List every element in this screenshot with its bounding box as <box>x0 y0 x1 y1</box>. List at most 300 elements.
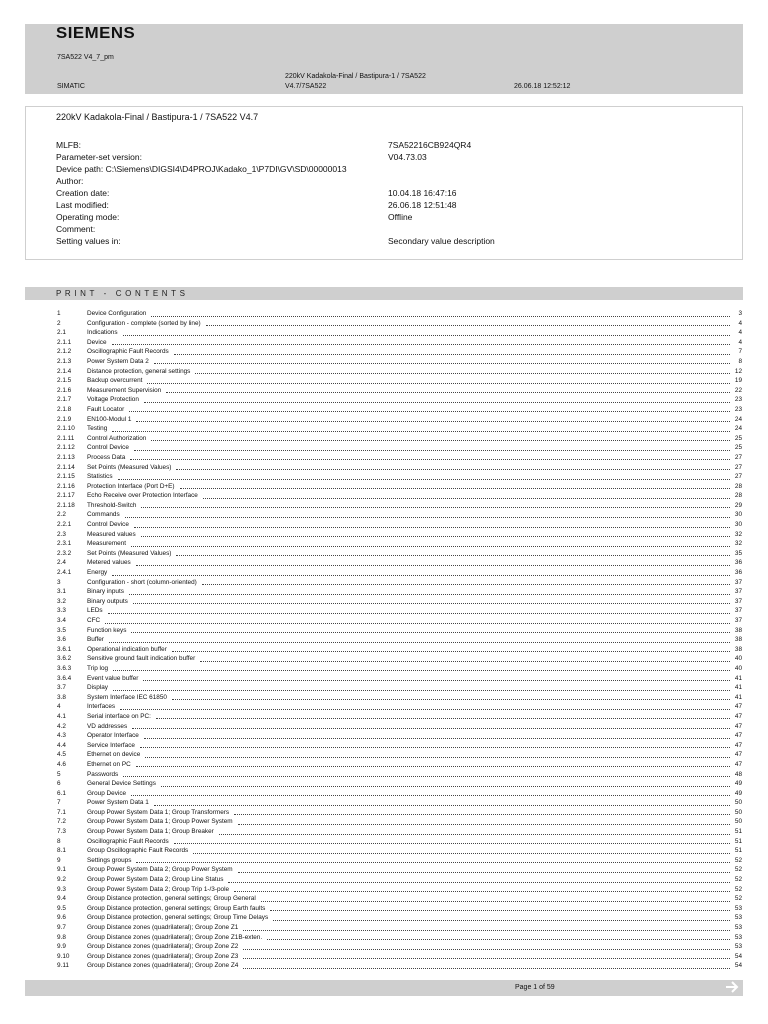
toc-title: System Interface IEC 61850 <box>87 693 170 703</box>
toc-title: Group Distance zones (quadrilateral); Group Zone Z2 <box>87 942 241 952</box>
toc-leader-dots <box>206 325 730 326</box>
toc-number: 6.1 <box>57 789 66 797</box>
toc-leader-dots <box>131 546 730 547</box>
toc-leader-dots <box>125 517 730 518</box>
toc-leader-dots <box>234 814 730 815</box>
toc-entry[interactable] <box>57 347 742 357</box>
toc-leader-dots <box>176 469 730 470</box>
toc-page-number: 47 <box>734 741 742 749</box>
toc-leader-dots <box>238 824 730 825</box>
toc-entry[interactable] <box>57 597 742 607</box>
toc-title: Display <box>87 683 111 693</box>
print-contents-title: PRINT - CONTENTS <box>56 289 189 298</box>
toc-title: Configuration - short (column-oriented) <box>87 578 200 588</box>
toc-number: 7.2 <box>57 818 66 826</box>
toc-number: 9 <box>57 856 61 864</box>
toc-title: Function keys <box>87 626 129 636</box>
toc-entry[interactable] <box>57 453 742 463</box>
toc-entry[interactable] <box>57 434 742 444</box>
toc-title: Voltage Protection <box>87 395 142 405</box>
toc-leader-dots <box>174 843 730 844</box>
toc-title: Control Device <box>87 443 132 453</box>
toc-number: 9.3 <box>57 885 66 893</box>
toc-page-number: 49 <box>734 780 742 788</box>
header-station: 220kV Kadakola-Final / Bastipura-1 / 7SA522 <box>285 73 426 80</box>
toc-number: 8 <box>57 837 61 845</box>
toc-page-number: 27 <box>734 473 742 481</box>
toc-number: 4.5 <box>57 751 66 759</box>
toc-number: 2.2 <box>57 511 66 519</box>
toc-page-number: 24 <box>734 425 742 433</box>
info-row <box>56 236 736 248</box>
toc-page-number: 29 <box>734 501 742 509</box>
toc-page-number: 25 <box>734 444 742 452</box>
print-contents-header <box>25 287 743 300</box>
toc-title: Measured values <box>87 530 139 540</box>
toc-page-number: 30 <box>734 511 742 519</box>
toc-number: 2.1.14 <box>57 463 75 471</box>
toc-leader-dots <box>123 776 730 777</box>
toc-page-number: 4 <box>738 329 742 337</box>
toc-number: 2.1.6 <box>57 386 72 394</box>
toc-leader-dots <box>144 402 730 403</box>
toc-page-number: 27 <box>734 453 742 461</box>
toc-page-number: 47 <box>734 703 742 711</box>
toc-title: Group Distance zones (quadrilateral); Group Zone Z3 <box>87 952 241 962</box>
toc-title: Backup overcurrent <box>87 376 145 386</box>
info-label: Device path: C:\Siemens\DIGSI4\D4PROJ\Kadako_1\P7DI\GV\SD\00000013 <box>56 164 347 174</box>
toc-leader-dots <box>243 968 730 969</box>
toc-title: Ethernet on device <box>87 750 143 760</box>
info-label: Author: <box>56 176 84 186</box>
toc-leader-dots <box>105 623 730 624</box>
toc-page-number: 50 <box>734 799 742 807</box>
toc-page-number: 38 <box>734 636 742 644</box>
toc-leader-dots <box>176 555 730 556</box>
toc-leader-dots <box>108 613 730 614</box>
info-row <box>56 188 736 200</box>
toc-page-number: 40 <box>734 655 742 663</box>
toc-page-number: 50 <box>734 818 742 826</box>
toc-entry[interactable] <box>57 779 742 789</box>
toc-entry[interactable] <box>57 568 742 578</box>
toc-leader-dots <box>112 431 730 432</box>
device-info-box <box>25 106 743 260</box>
toc-number: 2.1.17 <box>57 492 75 500</box>
toc-leader-dots <box>228 882 730 883</box>
toc-entry[interactable] <box>57 693 742 703</box>
toc-leader-dots <box>151 440 730 441</box>
toc-title: Binary outputs <box>87 597 131 607</box>
toc-page-number: 50 <box>734 808 742 816</box>
toc-page-number: 52 <box>734 885 742 893</box>
toc-title: Binary inputs <box>87 587 127 597</box>
info-value: V04.73.03 <box>388 152 427 162</box>
info-label: Operating mode: <box>56 212 120 222</box>
toc-leader-dots <box>234 891 730 892</box>
toc-number: 3.6.2 <box>57 655 72 663</box>
toc-page-number: 7 <box>738 348 742 356</box>
toc-title: Group Distance zones (quadrilateral); Group Zone Z1B-exten. <box>87 933 265 943</box>
toc-leader-dots <box>203 498 730 499</box>
toc-leader-dots <box>267 939 730 940</box>
info-label: Last modified: <box>56 200 109 210</box>
toc-number: 9.7 <box>57 924 66 931</box>
toc-leader-dots <box>140 747 730 748</box>
toc-entry[interactable] <box>57 539 742 549</box>
toc-entry[interactable] <box>57 731 742 741</box>
toc-entry[interactable] <box>57 578 742 588</box>
toc-entry[interactable] <box>57 865 742 875</box>
toc-number: 2.1.5 <box>57 377 72 385</box>
toc-number: 9.5 <box>57 904 66 912</box>
toc-number: 3.4 <box>57 617 66 624</box>
toc-entry[interactable] <box>57 789 742 799</box>
toc-entry[interactable] <box>57 309 742 319</box>
toc-leader-dots <box>261 901 730 902</box>
toc-number: 9.1 <box>57 866 66 874</box>
toc-page-number: 53 <box>734 924 742 931</box>
toc-entry[interactable] <box>57 405 742 415</box>
toc-page-number: 53 <box>734 933 742 941</box>
toc-title: Commands <box>87 510 123 520</box>
toc-entry[interactable] <box>57 913 742 923</box>
toc-page-number: 12 <box>734 367 742 375</box>
toc-title: Service Interface <box>87 741 138 751</box>
toc-leader-dots <box>200 661 730 662</box>
toc-title: Buffer <box>87 635 107 645</box>
toc-leader-dots <box>131 632 730 633</box>
info-row <box>56 140 736 152</box>
info-row <box>56 200 736 212</box>
toc-page-number: 49 <box>734 789 742 797</box>
toc-number: 2.1.18 <box>57 501 75 509</box>
toc-leader-dots <box>120 709 730 710</box>
toc-number: 2.3 <box>57 530 66 538</box>
toc-number: 4.1 <box>57 712 66 720</box>
info-value: Offline <box>388 212 413 222</box>
toc-number: 8.1 <box>57 847 66 855</box>
toc-title: Set Points (Measured Values) <box>87 549 174 559</box>
toc-leader-dots <box>109 642 730 643</box>
toc-entry[interactable] <box>57 904 742 914</box>
toc-entry[interactable] <box>57 654 742 664</box>
toc-leader-dots <box>243 949 730 950</box>
toc-entry[interactable] <box>57 424 742 434</box>
toc-title: Sensitive ground fault indication buffer <box>87 654 198 664</box>
toc-entry[interactable] <box>57 319 742 329</box>
brand-logo: SIEMENS <box>56 25 136 42</box>
info-row <box>56 176 736 188</box>
toc-page-number: 52 <box>734 856 742 864</box>
toc-leader-dots <box>131 795 730 796</box>
toc-entry[interactable] <box>57 664 742 674</box>
device-info-title: 220kV Kadakola-Final / Bastipura-1 / 7SA522 V4.7 <box>56 112 259 122</box>
toc-page-number: 35 <box>734 549 742 557</box>
toc-title: General Device Settings <box>87 779 159 789</box>
toc-leader-dots <box>112 575 730 576</box>
toc-page-number: 47 <box>734 722 742 730</box>
toc-entry[interactable] <box>57 683 742 693</box>
toc-entry[interactable] <box>57 626 742 636</box>
toc-title: Group Distance protection, general settings; Group Earth faults <box>87 904 268 914</box>
toc-title: Set Points (Measured Values) <box>87 463 174 473</box>
toc-leader-dots <box>113 690 730 691</box>
toc-title: Distance protection, general settings <box>87 367 193 377</box>
toc-entry[interactable] <box>57 952 742 962</box>
toc-title: Operator Interface <box>87 731 142 741</box>
toc-title: Interfaces <box>87 702 118 712</box>
toc-title: Device <box>87 338 110 348</box>
toc-page-number: 40 <box>734 664 742 672</box>
toc-number: 9.10 <box>57 952 70 960</box>
toc-number: 3.6.1 <box>57 645 72 653</box>
toc-title: Trip log <box>87 664 111 674</box>
toc-leader-dots <box>166 392 730 393</box>
toc-leader-dots <box>118 479 730 480</box>
toc-entry[interactable] <box>57 491 742 501</box>
toc-page-number: 4 <box>738 319 742 327</box>
toc-entry[interactable] <box>57 846 742 856</box>
toc-title: LEDs <box>87 606 106 616</box>
toc-leader-dots <box>136 766 730 767</box>
toc-number: 1 <box>57 310 61 317</box>
toc-entry[interactable] <box>57 942 742 952</box>
toc-title: Operational indication buffer <box>87 645 170 655</box>
toc-leader-dots <box>134 527 730 528</box>
toc-entry[interactable] <box>57 443 742 453</box>
toc-number: 3.1 <box>57 588 66 596</box>
toc-title: Fault Locator <box>87 405 127 415</box>
toc-title: Group Distance protection, general settings; Group Time Delays <box>87 913 271 923</box>
info-label: Creation date: <box>56 188 110 198</box>
toc-number: 3.7 <box>57 684 66 692</box>
toc-page-number: 53 <box>734 914 742 922</box>
toc-entry[interactable] <box>57 837 742 847</box>
toc-entry[interactable] <box>57 558 742 568</box>
toc-entry[interactable] <box>57 635 742 645</box>
toc-page-number: 54 <box>734 952 742 960</box>
toc-entry[interactable] <box>57 463 742 473</box>
toc-entry[interactable] <box>57 338 742 348</box>
info-row <box>56 164 736 176</box>
toc-number: 2.1.12 <box>57 444 75 452</box>
toc-number: 9.8 <box>57 933 66 941</box>
page-footer <box>25 980 743 996</box>
toc-page-number: 22 <box>734 386 742 394</box>
toc-title: EN100-Modul 1 <box>87 415 134 425</box>
toc-entry[interactable] <box>57 933 742 943</box>
toc-page-number: 52 <box>734 876 742 884</box>
toc-entry[interactable] <box>57 415 742 425</box>
toc-leader-dots <box>172 651 730 652</box>
toc-entry[interactable] <box>57 894 742 904</box>
toc-number: 3.8 <box>57 693 66 701</box>
toc-entry[interactable] <box>57 482 742 492</box>
toc-page-number: 52 <box>734 866 742 874</box>
toc-leader-dots <box>154 363 730 364</box>
info-label: Comment: <box>56 224 96 234</box>
toc-leader-dots <box>193 853 730 854</box>
toc-number: 2.1.3 <box>57 357 72 365</box>
toc-page-number: 53 <box>734 943 742 951</box>
toc-leader-dots <box>129 594 730 595</box>
toc-number: 2.3.2 <box>57 549 72 557</box>
toc-entry[interactable] <box>57 367 742 377</box>
toc-page-number: 28 <box>734 482 742 490</box>
toc-number: 2.4.1 <box>57 569 72 577</box>
toc-entry[interactable] <box>57 645 742 655</box>
toc-number: 9.4 <box>57 895 66 903</box>
toc-entry[interactable] <box>57 741 742 751</box>
toc-leader-dots <box>141 536 730 537</box>
toc-number: 2.1.10 <box>57 425 75 433</box>
toc-entry[interactable] <box>57 770 742 780</box>
toc-page-number: 25 <box>734 434 742 442</box>
toc-leader-dots <box>180 488 730 489</box>
toc-number: 4.3 <box>57 732 66 740</box>
toc-entry[interactable] <box>57 760 742 770</box>
toc-number: 3.3 <box>57 607 66 615</box>
toc-leader-dots <box>195 373 730 374</box>
toc-number: 2.1 <box>57 329 66 337</box>
toc-page-number: 41 <box>734 693 742 701</box>
toc-number: 4.2 <box>57 722 66 730</box>
toc-leader-dots <box>219 834 730 835</box>
toc-entry[interactable] <box>57 520 742 530</box>
toc-entry[interactable] <box>57 510 742 520</box>
toc-number: 2.1.1 <box>57 338 72 346</box>
toc-entry[interactable] <box>57 549 742 559</box>
toc-title: Power System Data 2 <box>87 357 152 367</box>
toc-leader-dots <box>238 872 730 873</box>
toc-leader-dots <box>145 757 730 758</box>
table-of-contents <box>57 309 742 971</box>
toc-entry[interactable] <box>57 808 742 818</box>
toc-number: 2 <box>57 319 61 327</box>
toc-title: Group Power System Data 2; Group Power System <box>87 865 236 875</box>
toc-entry[interactable] <box>57 501 742 511</box>
toc-entry[interactable] <box>57 750 742 760</box>
toc-entry[interactable] <box>57 530 742 540</box>
toc-number: 3.6.3 <box>57 664 72 672</box>
device-name: 7SA522 V4_7_pm <box>57 54 114 61</box>
toc-leader-dots <box>136 565 730 566</box>
toc-entry[interactable] <box>57 328 742 338</box>
toc-entry[interactable] <box>57 674 742 684</box>
toc-entry[interactable] <box>57 616 742 626</box>
toc-title: Settings groups <box>87 856 134 866</box>
toc-page-number: 19 <box>734 377 742 385</box>
toc-page-number: 24 <box>734 415 742 423</box>
toc-entry[interactable] <box>57 827 742 837</box>
toc-entry[interactable] <box>57 961 742 971</box>
toc-entry[interactable] <box>57 712 742 722</box>
toc-title: Control Authorization <box>87 434 149 444</box>
info-row <box>56 212 736 224</box>
toc-entry[interactable] <box>57 386 742 396</box>
toc-leader-dots <box>112 344 730 345</box>
toc-entry[interactable] <box>57 395 742 405</box>
toc-entry[interactable] <box>57 702 742 712</box>
toc-number: 2.4 <box>57 559 66 567</box>
toc-title: Testing <box>87 424 110 434</box>
toc-entry[interactable] <box>57 722 742 732</box>
toc-number: 7 <box>57 799 61 807</box>
report-header <box>25 24 743 94</box>
toc-entry[interactable] <box>57 798 742 808</box>
toc-entry[interactable] <box>57 875 742 885</box>
toc-leader-dots <box>273 920 730 921</box>
info-value: 10.04.18 16:47:16 <box>388 188 457 198</box>
toc-number: 9.6 <box>57 914 66 922</box>
toc-page-number: 36 <box>734 559 742 567</box>
toc-entry[interactable] <box>57 472 742 482</box>
info-row <box>56 224 736 236</box>
toc-entry[interactable] <box>57 376 742 386</box>
toc-title: Energy <box>87 568 110 578</box>
toc-title: Power System Data 1 <box>87 798 152 808</box>
toc-number: 2.1.13 <box>57 453 75 461</box>
toc-entry[interactable] <box>57 923 742 933</box>
toc-page-number: 41 <box>734 684 742 692</box>
toc-title: Measurement Supervision <box>87 386 164 396</box>
toc-number: 2.1.8 <box>57 405 72 413</box>
toc-title: Group Power System Data 1; Group Transformers <box>87 808 232 818</box>
toc-entry[interactable] <box>57 587 742 597</box>
toc-title: Process Data <box>87 453 128 463</box>
toc-entry[interactable] <box>57 357 742 367</box>
toc-number: 4.4 <box>57 741 66 749</box>
toc-number: 2.1.2 <box>57 348 72 356</box>
toc-page-number: 37 <box>734 617 742 624</box>
toc-number: 7.1 <box>57 808 66 816</box>
toc-leader-dots <box>151 316 730 317</box>
toc-title: Group Distance zones (quadrilateral); Group Zone Z1 <box>87 923 241 933</box>
info-label: Setting values in: <box>56 236 121 246</box>
toc-number: 2.1.15 <box>57 473 75 481</box>
toc-title: Group Power System Data 2; Group Trip 1-/3-pole <box>87 885 232 895</box>
toc-page-number: 48 <box>734 770 742 778</box>
toc-title: Group Power System Data 1; Group Power System <box>87 817 236 827</box>
toc-leader-dots <box>132 728 730 729</box>
toc-number: 2.3.1 <box>57 540 72 548</box>
toc-entry[interactable] <box>57 606 742 616</box>
toc-number: 4 <box>57 703 61 711</box>
toc-title: VD addresses <box>87 722 130 732</box>
toc-leader-dots <box>156 718 730 719</box>
toc-number: 2.1.9 <box>57 415 72 423</box>
toc-page-number: 28 <box>734 492 742 500</box>
toc-title: Event value buffer <box>87 674 141 684</box>
toc-entry[interactable] <box>57 885 742 895</box>
toc-page-number: 23 <box>734 396 742 404</box>
arrow-right-icon[interactable] <box>723 978 741 996</box>
toc-page-number: 3 <box>738 310 742 317</box>
toc-leader-dots <box>144 738 730 739</box>
toc-entry[interactable] <box>57 856 742 866</box>
toc-number: 6 <box>57 780 61 788</box>
toc-entry[interactable] <box>57 817 742 827</box>
toc-number: 2.1.7 <box>57 396 72 404</box>
toc-title: Group Distance zones (quadrilateral); Group Zone Z4 <box>87 961 241 971</box>
toc-title: Group Power System Data 2; Group Line Status <box>87 875 226 885</box>
toc-leader-dots <box>129 411 730 412</box>
toc-leader-dots <box>154 805 730 806</box>
toc-page-number: 30 <box>734 521 742 529</box>
toc-title: Measurement <box>87 539 129 549</box>
toc-page-number: 54 <box>734 962 742 970</box>
